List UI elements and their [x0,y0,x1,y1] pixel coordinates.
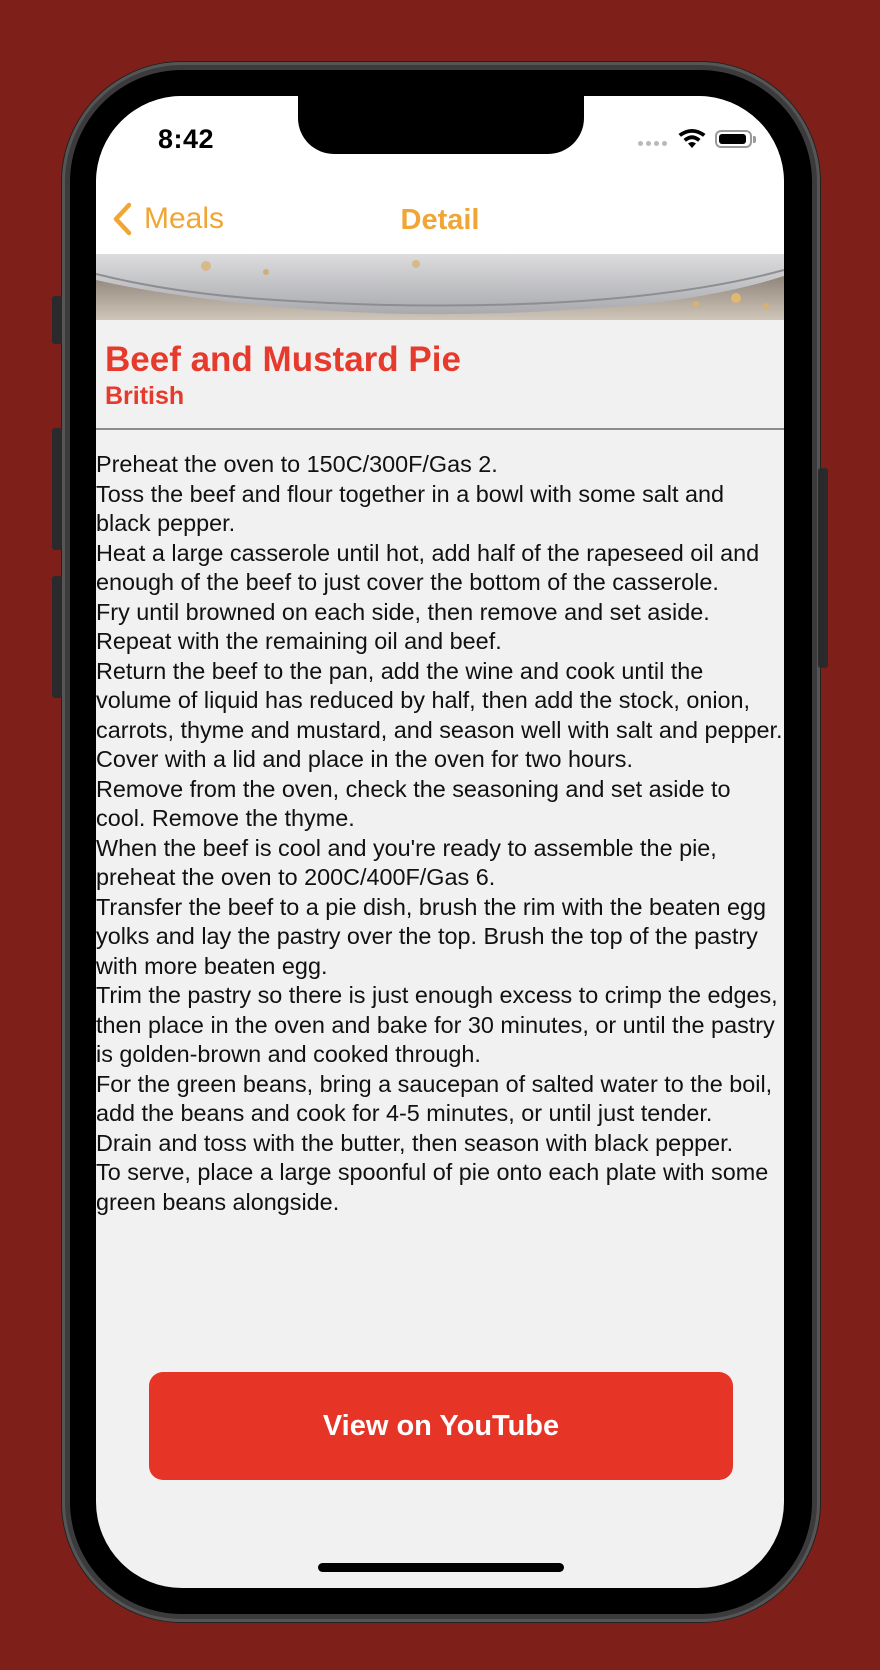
volume-down-button [52,576,62,698]
navigation-bar [96,184,784,254]
status-icons [638,126,752,152]
mute-switch [52,296,62,344]
app-screen [96,96,784,1588]
view-on-youtube-button[interactable]: View on YouTube [149,1372,733,1480]
status-bar [96,96,784,184]
battery-icon [715,130,752,148]
wifi-icon [677,128,707,150]
meal-title: Beef and Mustard Pie [105,340,461,379]
cellular-signal-icon [638,141,667,146]
notch [298,96,584,154]
nav-title: Detail [400,204,480,236]
home-indicator[interactable] [318,1563,564,1572]
meal-image [96,254,784,320]
meal-area: British [105,382,185,410]
power-button [818,468,828,668]
meal-image-art [96,254,784,320]
volume-up-button [52,428,62,550]
meal-instructions: Preheat the oven to 150C/300F/Gas 2. Toss the beef and flour together in a bowl with some salt and black pepper. Heat a large casserole until hot, add half of the rapeseed oil and enough of the beef to just cover the bottom of the casserole. Fry until browned on each side, then remove and set aside. Repeat with the remaining oil and beef. Return the beef to the pan, add the wine and cook until the volume of liquid has reduced by half, then add the stock, onion, carrots, thyme and mustard, and season well with salt and pepper. Cover with a lid and place in the oven for two hours. Remove from the oven, check the seasoning and set aside to cool. Remove the thyme. When the beef is cool and you're ready to assemble the pie, preheat the oven to 200C/400F/Gas 6. Transfer the beef to a pie dish, brush the rim with the beaten egg yolks and lay the pastry over the top. Brush the top of the pastry with more beaten egg. Trim the pastry so there is just enough excess to crimp the edges, then place in the oven and bake for 30 minutes, or until the pastry is golden-brown and cooked through. For the green beans, bring a saucepan of salted water to the boil, add the beans and cook for 4-5 minutes, or until just tender. Drain and toss with the butter, then season with black pepper. To serve, place a large spoonful of pie onto each plate with some green beans alongside. [96,451,783,1215]
divider [96,428,784,430]
status-time: 8:42 [158,124,215,154]
back-button-label: Meals [144,202,225,235]
